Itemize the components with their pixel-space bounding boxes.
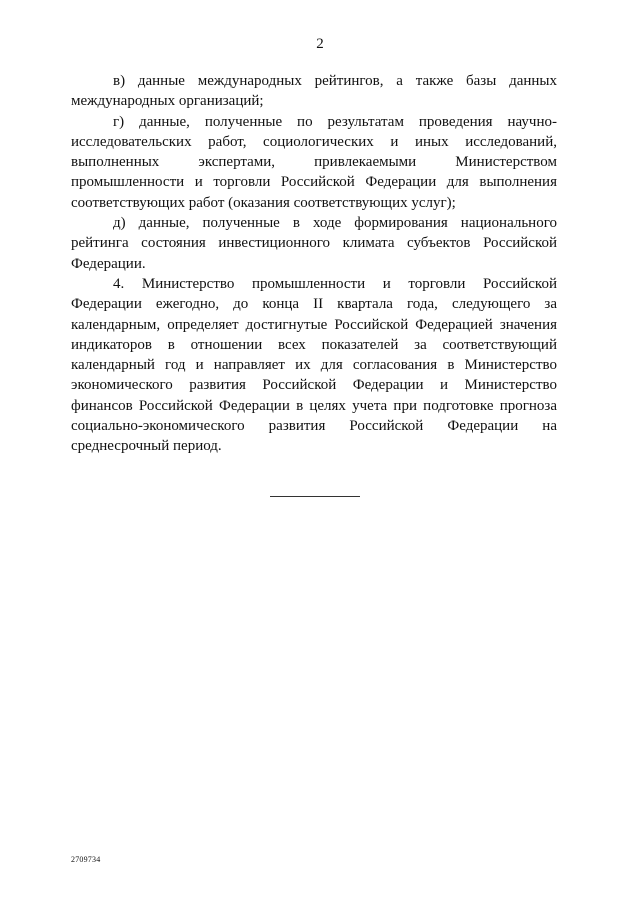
list-item-v: в) данные международных рейтингов, а также базы данных международных организаций;: [71, 73, 557, 110]
document-id: 2709734: [71, 855, 101, 864]
list-item-d: д) данные, полученные в ходе формирования национального рейтинга состояния инвестиционного климата субъектов Российской Федерации.: [71, 215, 557, 272]
clause-4: 4. Министерство промышленности и торговли Российской Федерации ежегодно, до конца II квартала года, следующего за календарным, определяет достигнутые Российской Федерацией значения индикаторов в отношении всех показателей за соответствующий календарный год и направляет их для согласования в Министерство экономического развития Российской Федерации и Министерство финансов Российской Федерации в целях учета при подготовке прогноза социально-экономического развития Российской Федерации на среднесрочный период.: [71, 275, 557, 455]
list-item-g: г) данные, полученные по результатам проведения научно-исследовательских работ, социологических и иных исследований, выполненных экспертами, привлекаемыми Министерством промышленности и торговли Российской Федерации для выполнения соответствующих работ (оказания соответствующих услуг);: [71, 113, 557, 211]
document-body: [71, 71, 557, 457]
page-number: 2: [316, 36, 324, 52]
end-divider: [270, 496, 360, 497]
